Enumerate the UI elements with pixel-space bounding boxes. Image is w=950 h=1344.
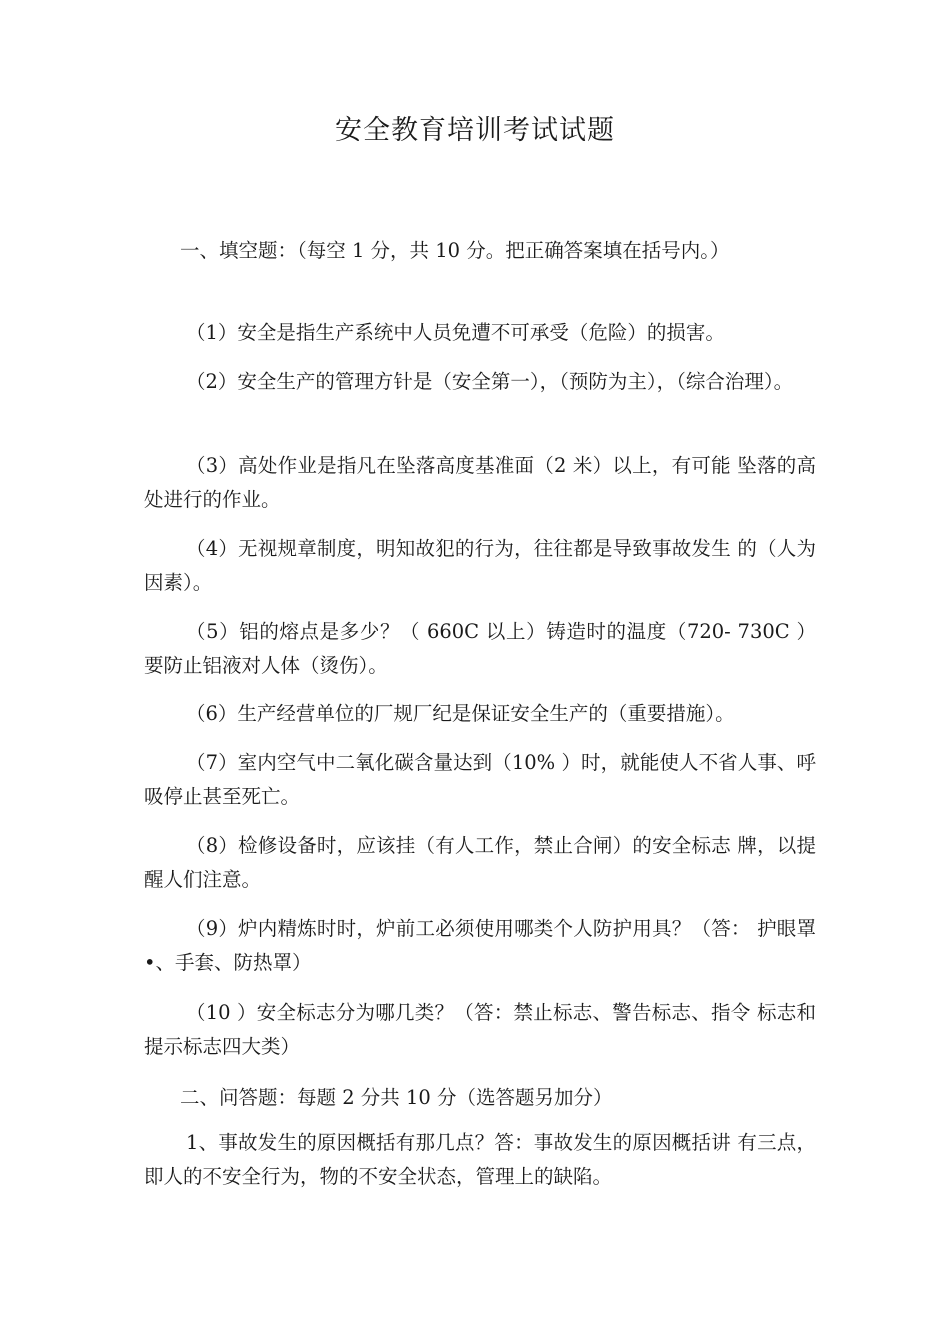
question-item: （7）室内空气中二氧化碳含量达到（10% ）时，就能使人不省人事、呼吸停止甚至死亡。 bbox=[144, 751, 816, 808]
section-heading-fill-in: 一、填空题：（每空 1 分，共 10 分。把正确答案填在括号内。） bbox=[180, 239, 730, 262]
question-item: （4）无视规章制度，明知故犯的行为，往往都是导致事故发生 的（人为因素）。 bbox=[144, 537, 816, 594]
section-heading-qa: 二、问答题：每题 2 分共 10 分（选答题另加分） bbox=[180, 1086, 613, 1109]
question-item: 1、事故发生的原因概括有那几点？答：事故发生的原因概括讲 有三点，即人的不安全行为，物的不安全状态，管理上的缺陷。 bbox=[144, 1131, 816, 1188]
question-item: （2）安全生产的管理方针是（安全第一），（预防为主），（综合治理）。 bbox=[186, 370, 794, 393]
question-item: （3）高处作业是指凡在坠落高度基准面（2 米）以上，有可能 坠落的高处进行的作业。 bbox=[144, 454, 816, 511]
question-item: （1）安全是指生产系统中人员免遭不可承受（危险）的损害。 bbox=[186, 321, 725, 344]
question-item: （9）炉内精炼时时，炉前工必须使用哪类个人防护用具？（答： 护眼罩•、手套、防热罩） bbox=[144, 917, 816, 974]
question-item: （6）生产经营单位的厂规厂纪是保证安全生产的（重要措施）。 bbox=[186, 702, 735, 725]
question-item: （8）检修设备时，应该挂（有人工作，禁止合闸）的安全标志 牌，以提醒人们注意。 bbox=[144, 834, 816, 891]
question-item: （5）铝的熔点是多少？（ 660C 以上）铸造时的温度（720- 730C ）要防止铝液对人体（烫伤）。 bbox=[144, 620, 816, 677]
question-item: （10 ）安全标志分为哪几类？（答：禁止标志、警告标志、指令 标志和提示标志四大类） bbox=[144, 1001, 816, 1058]
document-title: 安全教育培训考试试题 bbox=[335, 115, 615, 146]
